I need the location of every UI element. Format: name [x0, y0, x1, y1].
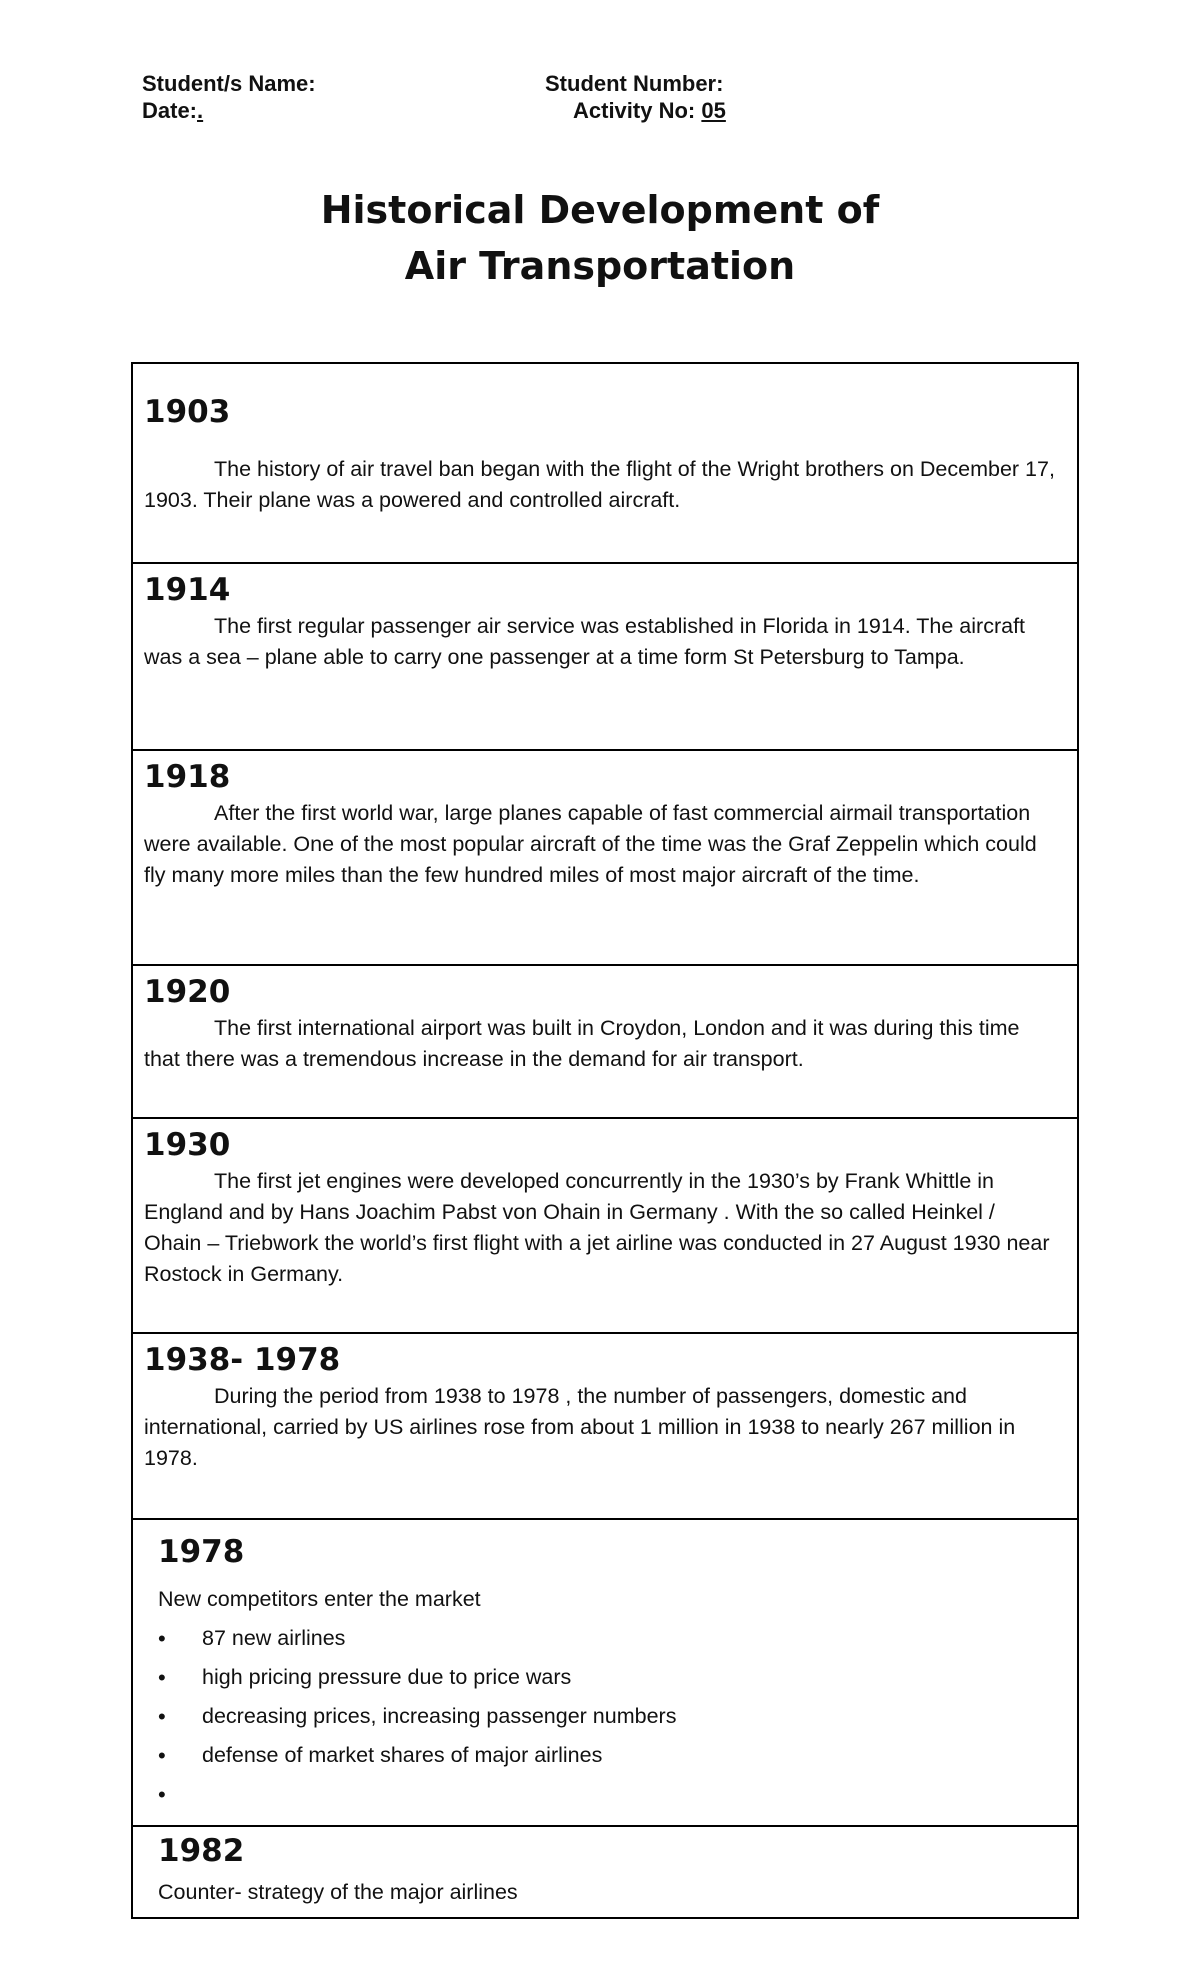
- page-title: [0, 182, 1200, 294]
- entry-year: 1903: [144, 394, 231, 430]
- entry-text: After the first world war, large planes capable of fast commercial airmail transportation were available. One of the most popular aircraft of the time was the Graf Zeppelin which could fly many more miles than the few hundred miles of most major aircraft of the time.: [144, 801, 1037, 887]
- date-value: .: [197, 98, 204, 123]
- timeline-entry-1903: [133, 364, 1077, 564]
- timeline-entry-1914: [133, 564, 1077, 751]
- timeline-entry-1920: [133, 966, 1077, 1119]
- date-line: [142, 98, 203, 124]
- entry-year: 1982: [158, 1833, 245, 1869]
- entry-intro: Counter- strategy of the major airlines: [158, 1880, 518, 1904]
- timeline-entry-1938-1978: [133, 1334, 1077, 1520]
- list-item: • 87 new airlines: [158, 1619, 1057, 1658]
- timeline-entry-1982: [133, 1827, 1077, 1917]
- entry-text: The first regular passenger air service was established in Florida in 1914. The aircraft was a sea – plane able to carry one passenger at a time form St Petersburg to Tampa.: [144, 614, 1026, 669]
- list-item: • defense of market shares of major airlines: [158, 1736, 1057, 1775]
- entry-year: 1920: [144, 974, 231, 1010]
- list-item: • high pricing pressure due to price wars: [158, 1658, 1057, 1697]
- student-number-label: Student Number:: [545, 71, 724, 96]
- activity-number: 05: [701, 98, 726, 123]
- entry-year: 1918: [144, 759, 231, 795]
- entry-year: 1978: [158, 1534, 245, 1570]
- timeline-entry-1930: [133, 1119, 1077, 1334]
- date-label: Date:: [142, 98, 198, 123]
- timeline-entry-1918: [133, 751, 1077, 966]
- title-line-2: Air Transportation: [404, 244, 796, 288]
- entry-text: The first jet engines were developed concurrently in the 1930’s by Frank Whittle in England and by Hans Joachim Pabst von Ohain in Germany . With the so called Heinkel / Ohain – Triebwork the world’s first flight with a jet airline was conducted in 27 August 1930 near Rostock in Germany.: [144, 1169, 1050, 1286]
- entry-text: The first international airport was built in Croydon, London and it was during this time that there was a tremendous increase in the demand for air transport.: [144, 1016, 1020, 1071]
- bullet-list: [158, 1619, 1057, 1814]
- list-item: • decreasing prices, increasing passenger numbers: [158, 1697, 1057, 1736]
- list-item: [158, 1775, 1057, 1814]
- activity-line: [573, 98, 726, 124]
- timeline-table: [131, 362, 1079, 1919]
- title-line-1: Historical Development of: [320, 188, 880, 232]
- student-name-label: Student/s Name:: [142, 71, 316, 96]
- entry-year: 1914: [144, 572, 231, 608]
- activity-label: Activity No:: [573, 98, 696, 123]
- timeline-entry-1978: [133, 1520, 1077, 1827]
- entry-text: During the period from 1938 to 1978 , the number of passengers, domestic and international, carried by US airlines rose from about 1 million in 1938 to nearly 267 million in 1978.: [144, 1384, 1016, 1470]
- entry-year: 1938- 1978: [144, 1342, 341, 1378]
- entry-text: The history of air travel ban began with the flight of the Wright brothers on December 17, 1903. Their plane was a powered and controlled aircraft.: [144, 457, 1055, 512]
- entry-intro: New competitors enter the market: [158, 1587, 481, 1611]
- entry-year: 1930: [144, 1127, 231, 1163]
